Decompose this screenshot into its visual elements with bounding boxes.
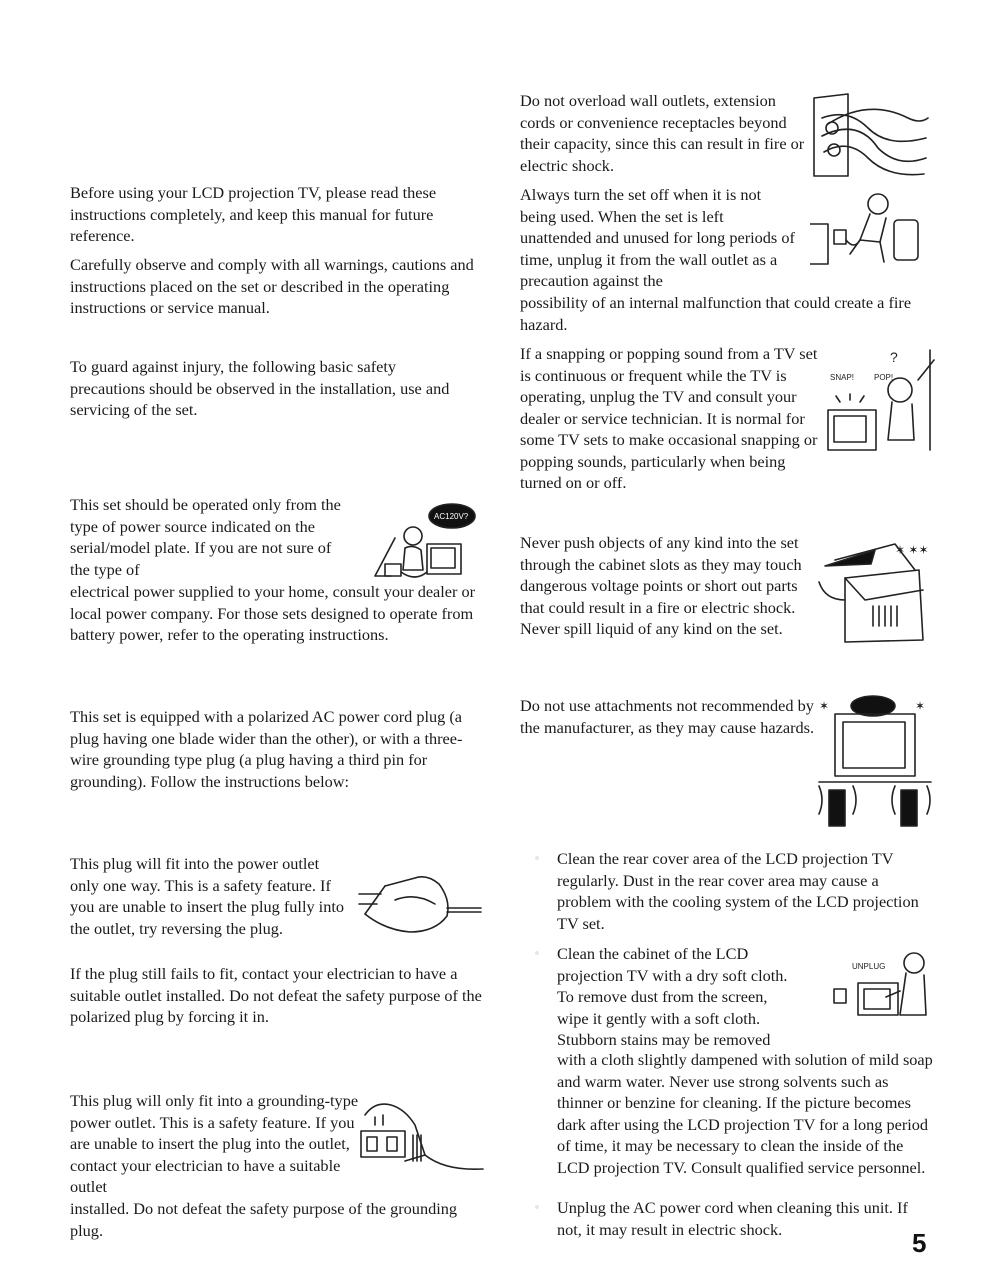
polarized-plug-illustration (355, 870, 485, 940)
svg-text:?: ? (890, 349, 898, 365)
cleaning-paragraph-1: Clean the rear cover area of the LCD projection TV regularly. Dust in the rear cover area may cause a problem with the cooling system of the LCD projection TV set. (557, 849, 919, 933)
svg-text:✶ ✶✶: ✶ ✶✶ (895, 543, 929, 557)
overloading-paragraph: Do not overload wall outlets, extension cords or convenience receptacles beyond their capacity, since this can result in fire or electric shock. (520, 91, 805, 175)
bullet-dot (535, 951, 539, 955)
bullet-dot (535, 1205, 539, 1209)
svg-text:✶: ✶ (915, 699, 926, 713)
polarized-plug-paragraph: If the plug still fails to fit, contact your electrician to have a suitable outlet installed. Do not defeat the safety purpose of the polarized plug by forcing it in. (70, 964, 482, 1026)
popping-sound-illustration (822, 340, 937, 460)
snapping-sound-paragraph: If a snapping or popping sound from a TV set is continuous or frequent while the TV is operating, unplug the TV and consult your dealer or service technician. It is normal for some TV sets to make occasional snapping or popping sounds, particularly when being turned on or off. (520, 344, 818, 492)
polarized-plug-paragraph-wrapped: This plug will fit into the power outlet only one way. This is a safety feature. If you are unable to insert the plug fully into the outlet, try reversing the plug. (70, 854, 345, 938)
attachments-paragraph: Do not use attachments not recommended by the manufacturer, as they may cause hazards. (520, 696, 815, 737)
unplug-label: UNPLUG (852, 962, 886, 971)
unplug-paragraph: possibility of an internal malfunction that could create a fire hazard. (520, 293, 912, 334)
bullet-dot (535, 856, 539, 860)
cleaning-paragraph-2: with a cloth slightly dampened with solution of mild soap and warm water. Never use strong solvents such as thinner or benzine for cleaning. If the picture becomes dark after using the LCD projection TV for a long period of time, it may be necessary to clean the inside of the LCD projection TV. Consult qualified service personnel. (557, 1050, 933, 1177)
attachments-illustration (815, 690, 935, 835)
pop-label: POP! (874, 373, 894, 382)
three-wire-plug-paragraph: installed. Do not defeat the safety purpose of the grounding plug. (70, 1199, 458, 1240)
overloaded-outlet-illustration (808, 88, 930, 180)
three-wire-plug-paragraph-wrapped: This plug will only fit into a grounding-type power outlet. This is a safety feature. If you are unable to insert the plug into the outlet, contact your electrician to have a suitable outlet (70, 1091, 359, 1196)
objects-into-set-illustration (815, 530, 935, 650)
svg-text:✶: ✶ (819, 699, 830, 713)
cleaning-paragraph-3: Unplug the AC power cord when cleaning this unit. If not, it may result in electric shock. (557, 1198, 908, 1239)
unplug-tv-illustration (810, 190, 930, 270)
power-sources-paragraph-wrapped: This set should be operated only from the type of power source indicated on the serial/model plate. If you are not sure of the type of (70, 495, 341, 579)
power-sources-paragraph: electrical power supplied to your home, consult your dealer or local power company. For those sets designed to operate from battery power, refer to the operating instructions. (70, 582, 476, 644)
objects-liquid-paragraph: Never push objects of any kind into the set through the cabinet slots as they may touch dangerous voltage points or short out parts that could result in a fire or electric shock. Never spill liquid of any kind on the set. (520, 533, 802, 638)
intro-paragraph-2: Carefully observe and comply with all warnings, cautions and instructions placed on the set or described in the operating instructions or service manual. (70, 255, 474, 317)
unplug-paragraph-wrapped: Always turn the set off when it is not being used. When the set is left unattended and unused for long periods of time, unplug it from the wall outlet as a precaution against the (520, 185, 795, 290)
intro-paragraph-1: Before using your LCD projection TV, please read these instructions completely, and keep this manual for future reference. (70, 183, 437, 245)
cleaning-paragraph-2-wrapped: Clean the cabinet of the LCD projection TV with a dry soft cloth. To remove dust from the screen, wipe it gently with a soft cloth. Stubborn stains may be removed (557, 944, 788, 1049)
grounding-paragraph: This set is equipped with a polarized AC power cord plug (a plug having one blade wider than the other), or with a three-wire grounding type plug (a plug having a third pin for grounding). Follow the instructions below: (70, 707, 463, 791)
warning-paragraph: To guard against injury, the following basic safety precautions should be observed in the installation, use and servicing of the set. (70, 357, 450, 419)
snap-label: SNAP! (830, 373, 855, 382)
cleaning-screen-illustration (830, 945, 935, 1025)
faint-page-title (80, 58, 380, 116)
grounding-plug-illustration (355, 1095, 485, 1175)
page-number: 5 (912, 1228, 927, 1258)
power-source-illustration (365, 498, 485, 584)
power-badge-text: AC120V? (434, 512, 469, 521)
